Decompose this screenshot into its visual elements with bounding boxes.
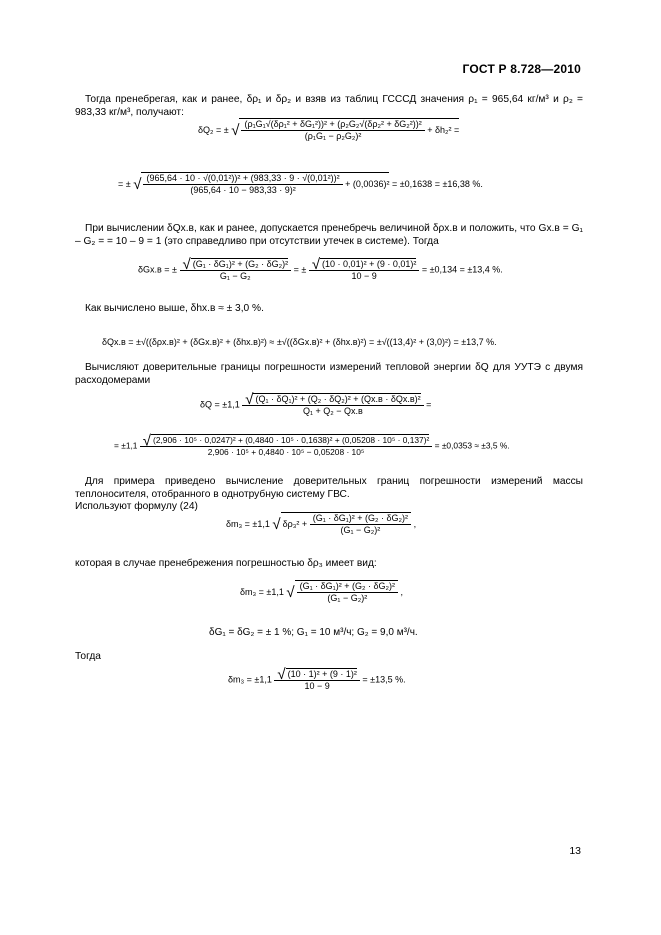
paragraph-6: Используют формулу (24)	[75, 501, 198, 512]
formula-dq2	[198, 118, 459, 142]
formula-denominator: Q₁ + Q₂ − Qх.в	[303, 406, 363, 417]
sqrt-icon: √	[133, 176, 142, 193]
paragraph-5: Для примера приведено вычисление доверительных границ погрешности измерений массы теплоносителя, отобранного в однотрубную систему ГВС.	[75, 476, 583, 500]
formula-dm3-result	[228, 668, 406, 692]
formula-denominator: (ρ₁G₁ − ρ₂G₂)²	[304, 131, 362, 141]
formula-middle: + (0,0036)²	[345, 178, 390, 189]
formula-given-values: δG₁ = δG₂ = ± 1 %; G₁ = 10 м³/ч; G₂ = 9,0 м³/ч.	[209, 627, 418, 638]
sqrt-icon: √	[142, 432, 152, 450]
formula-dq-xv: δQх.в = ±√((δρх.в)² + (δGх.в)² + (δhх.в)²) ≈ ±√((δGх.в)² + (δhх.в)²) = ±√((13,4)² + (3,0)²) = ±13,7 %.	[102, 337, 497, 347]
paragraph-3: Как вычислено выше, δhх.в ≈ ± 3,0 %.	[85, 303, 264, 314]
formula-numerator: (G₁ · δG₁)² + (G₂ · δG₂)²	[310, 513, 411, 525]
paragraph-4: Вычисляют доверительные границы погрешности измерений тепловой энергии δQ для УУТЭ с двумя расходомерами	[75, 362, 583, 386]
formula-dg-xv	[138, 258, 503, 282]
formula-term: δρ₃² +	[282, 518, 308, 529]
sqrt-icon: √	[182, 256, 191, 274]
formula-denominator: (G₁ − G₂)²	[327, 593, 368, 603]
formula-equals: = ±	[293, 264, 307, 275]
formula-lhs: δQ = ±1,1	[200, 399, 240, 410]
sqrt-icon: √	[311, 256, 321, 274]
page-number: 13	[569, 845, 581, 857]
formula-numerator: (965,64 · 10 · √(0,01²))² + (983,33 · 9 · √(0,01²))²	[143, 173, 342, 185]
sqrt-icon: √	[286, 584, 295, 601]
formula-denominator: G₁ − G₂	[219, 271, 251, 282]
formula-numerator-2: (10 · 0,01)² + (9 · 0,01)²	[322, 259, 417, 269]
paragraph-2: При вычислении δQх.в, как и ранее, допускается пренебречь величиной δρх.в и положить, что Gх.в = G₁ – G₂ = = 10 – 9 = 1 (это справедливо при отсутствии утечек в системе). Тогда	[75, 223, 583, 247]
formula-denominator: 2,906 · 10⁵ + 0,4840 · 10⁵ − 0,05208 · 10⁵	[207, 447, 365, 458]
formula-numerator: (2,906 · 10⁵ · 0,0247)² + (0,4840 · 10⁵ · 0,1638)² + (0,05208 · 10⁵ · 0,137)²	[153, 435, 430, 445]
formula-lhs: = ±	[118, 178, 131, 189]
formula-numerator: (G₁ · δG₁)² + (G₂ · δG₂)²	[297, 581, 398, 593]
formula-result: = ±0,0353 ≈ ±3,5 %.	[434, 440, 510, 451]
formula-lhs: δGх.в = ±	[138, 264, 177, 275]
document-id: ГОСТ Р 8.728—2010	[462, 62, 581, 76]
sqrt-icon: √	[231, 122, 240, 139]
formula-lhs: δQ₂ = ±	[198, 124, 229, 135]
formula-dq-numeric	[114, 434, 510, 458]
formula-result: = ±0,134 = ±13,4 %.	[421, 264, 503, 275]
formula-lhs: δm₃ = ±1,1	[240, 586, 284, 597]
formula-lhs: δm₃ = ±1,1	[228, 674, 272, 685]
formula-tail: ,	[400, 586, 403, 597]
paragraph-1: Тогда пренебрегая, как и ранее, δρ₁ и δρ₂ и взяв из таблиц ГСССД значения ρ₁ = 965,64 кг/м³ и ρ₂ = 983,33 кг/м³, получают:	[75, 94, 583, 118]
paragraph-8: Тогда	[75, 651, 101, 662]
formula-numerator: (G₁ · δG₁)² + (G₂ · δG₂)²	[192, 259, 289, 269]
sqrt-icon: √	[272, 516, 281, 533]
formula-result: = ±13,5 %.	[362, 674, 406, 685]
formula-tail: ,	[413, 518, 417, 529]
formula-dm3	[226, 512, 416, 536]
formula-tail: =	[426, 399, 432, 410]
formula-dq	[200, 393, 431, 417]
formula-dq2-numeric	[118, 172, 483, 196]
formula-denominator: 10 − 9	[304, 681, 330, 692]
sqrt-icon: √	[245, 391, 254, 409]
sqrt-icon: √	[277, 666, 286, 684]
formula-tail: + δh₂² =	[427, 124, 460, 135]
formula-result: = ±0,1638 = ±16,38 %.	[391, 178, 483, 189]
formula-numerator: (ρ₁G₁√(δρ₁² + δG₁²))² + (ρ₂G₂√(δρ₂² + δG₂²))²	[241, 119, 424, 131]
formula-dm3-simplified	[240, 580, 403, 604]
formula-denominator-2: 10 − 9	[351, 271, 377, 282]
formula-lhs: δm₃ = ±1,1	[226, 518, 270, 529]
formula-numerator: (Q₁ · δQ₁)² + (Q₂ · δQ₂)² + (Qх.в · δQх.в)²	[255, 394, 421, 404]
formula-denominator: (G₁ − G₂)²	[340, 525, 381, 535]
formula-denominator: (965,64 · 10 − 983,33 · 9)²	[190, 185, 296, 195]
formula-numerator: (10 · 1)² + (9 · 1)²	[287, 669, 357, 679]
paragraph-7: которая в случае пренебрежения погрешностью δρ₃ имеет вид:	[75, 558, 377, 569]
formula-lhs: = ±1,1	[114, 440, 138, 451]
